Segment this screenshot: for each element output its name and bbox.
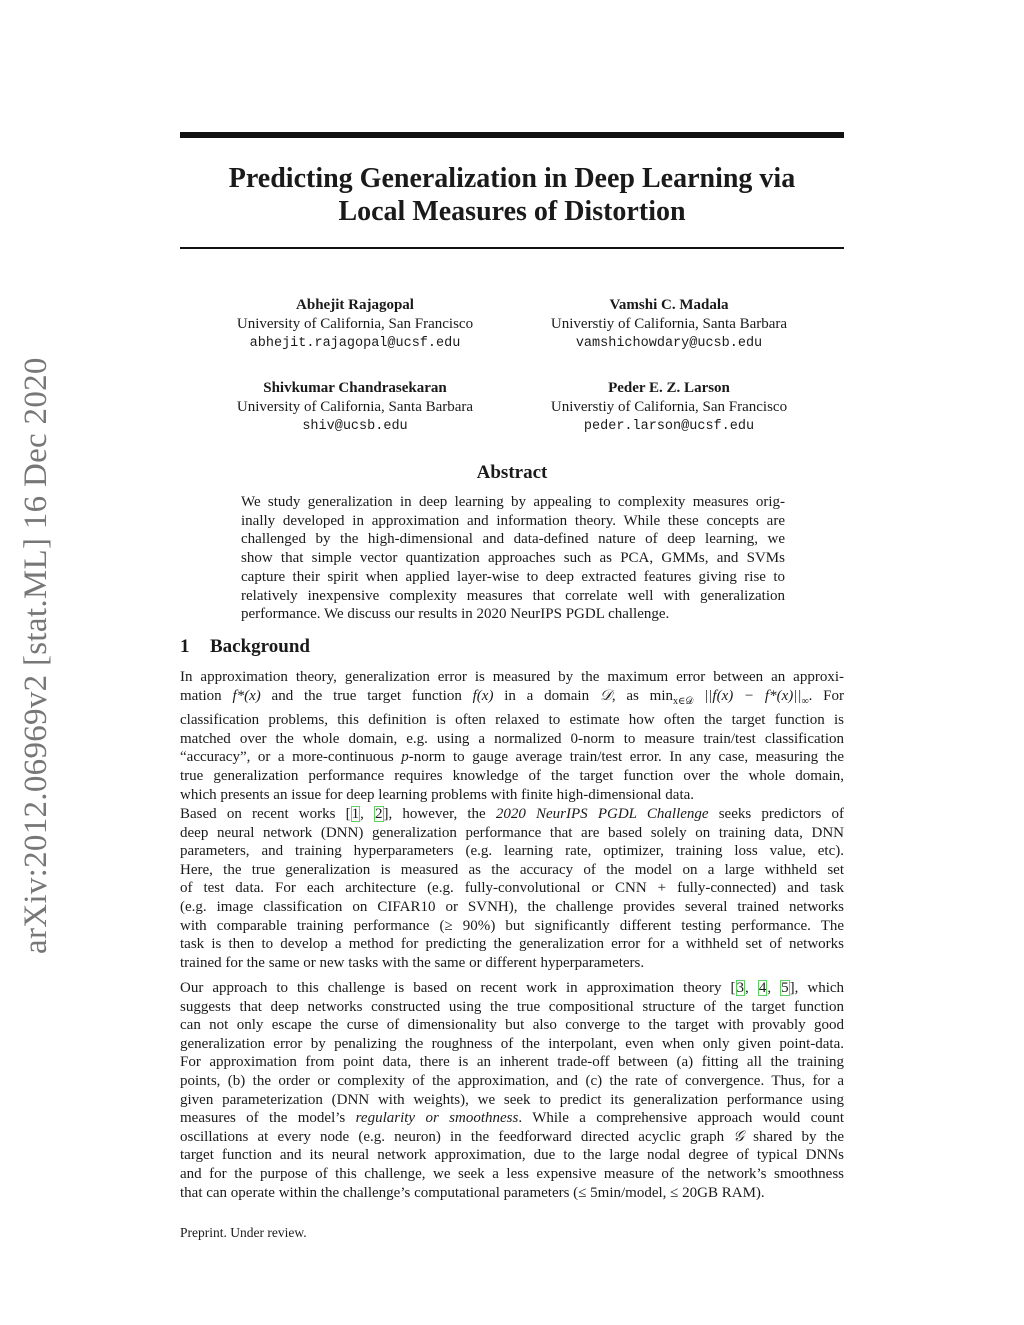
- paragraph-1: [180, 668, 844, 804]
- abstract-line: relatively inexpensive complexity measures that correlate well with generalization: [241, 587, 785, 604]
- text-line: trained for the same or new tasks with the same or different hyperparameters.: [180, 954, 645, 971]
- text-line: target function and its neural network approximation, due to the large nodal degree of typical DNNs: [180, 1147, 844, 1164]
- text-line: which presents an issue for deep learning problems with finite high-dimensional data.: [180, 786, 695, 803]
- section-title: Background: [210, 636, 310, 657]
- text-line: true generalization performance requires knowledge of the target function over the whole domain,: [180, 767, 844, 784]
- text-line: matched over the whole domain, e.g. using a normalized 0-norm to measure train/test classification: [180, 730, 844, 747]
- author-name: Abhejit Rajagopal: [296, 297, 414, 313]
- text-line: Based on recent works [1, 2], however, the 2020 NeurIPS PGDL Challenge seeks predictors of: [180, 806, 844, 822]
- abstract-line: We study generalization in deep learning by appealing to complexity measures orig-: [241, 494, 785, 510]
- title-bottom-rule: [180, 247, 844, 249]
- abstract-line: inally developed in approximation and information theory. While these concepts are: [241, 512, 785, 529]
- author-email[interactable]: abhejit.rajagopal@ucsf.edu: [249, 336, 461, 351]
- author-email[interactable]: shiv@ucsb.edu: [302, 419, 408, 434]
- abstract-line: show that simple vector quantization approaches such as PCA, GMMs, and SVMs: [241, 550, 785, 567]
- text-line: Our approach to this challenge is based on recent work in approximation theory [3, 4, 5], which: [180, 980, 845, 996]
- preprint-footer: Preprint. Under review.: [180, 1225, 307, 1240]
- citation-link-3[interactable]: 3: [736, 980, 745, 996]
- author-affiliation: University of California, San Francisco: [236, 316, 474, 332]
- paragraph-2: [180, 805, 844, 972]
- abstract-line: challenged by the high-dimensional and data-defined nature of deep learning, we: [241, 531, 785, 548]
- paragraph-3: [180, 979, 844, 1202]
- abstract-body: [241, 493, 785, 624]
- text-line: “accuracy”, or a more-continuous p-norm to gauge average train/test error. In any case, measuring the: [180, 749, 844, 766]
- text-line: For approximation from point data, there is an inherent trade-off between (a) fitting all the training: [180, 1054, 844, 1071]
- text-line: measures of the model’s regularity or smoothness. While a comprehensive approach would count: [180, 1110, 844, 1127]
- text-line: of test data. For each architecture (e.g. fully-convolutional or CNN + fully-connected) and task: [180, 880, 844, 897]
- author-affiliation: Universtiy of California, Santa Barbara: [550, 316, 788, 332]
- abstract-heading: Abstract: [476, 462, 548, 483]
- section-number: 1: [180, 636, 190, 657]
- author-name: Vamshi C. Madala: [609, 297, 729, 313]
- citation-link-1[interactable]: 1: [351, 806, 360, 822]
- text-line: (e.g. image classification on CIFAR10 or SVNH), the challenge provides several trained networks: [180, 898, 844, 915]
- text-line: mation f*(x) and the true target function f(x) in a domain 𝒟, as $\min_{x\in 𝒟} ||f(x) - f*(x)||_\infty$. For: [180, 687, 845, 707]
- author-affiliation: Universtiy of California, San Francisco: [550, 399, 788, 415]
- section-heading: [180, 636, 310, 658]
- citation-link-4[interactable]: 4: [758, 980, 767, 996]
- citation-link-2[interactable]: 2: [375, 806, 383, 822]
- text-line: parameters, and training hyperparameters (e.g. learning rate, optimizer, training loss value, etc).: [180, 843, 844, 860]
- abstract-line: capture their spirit when applied layer-wise to deep extracted features giving rise to: [241, 568, 785, 585]
- arxiv-identifier-stamp: arXiv:2012.06969v2 [stat.ML] 16 Dec 2020: [18, 357, 54, 954]
- text-line: generalization error by penalizing the roughness of the interpolant, even when only given point-data.: [180, 1035, 844, 1052]
- abstract-line: performance. We discuss our results in 2020 NeurIPS PGDL challenge.: [241, 606, 670, 623]
- author-email[interactable]: peder.larson@ucsf.edu: [583, 419, 755, 434]
- author-block-4: [509, 379, 829, 436]
- author-block-1: [195, 296, 515, 353]
- text-line: oscillations at every node (e.g. neuron) in the feedforward directed acyclic graph 𝒢 shared by the: [180, 1128, 844, 1145]
- citation-link-5[interactable]: 5: [781, 980, 789, 996]
- text-line: and for the purpose of this challenge, we seek a less expensive measure of the network’s smoothness: [180, 1165, 844, 1182]
- text-line: can not only escape the curse of dimensionality but also converge to the target with provably good: [180, 1017, 844, 1034]
- author-name: Shivkumar Chandrasekaran: [263, 380, 447, 396]
- text-line: given parameterization (DNN with weights), we seek to predict its generalization performance using: [180, 1091, 844, 1108]
- text-line: points, (b) the order or complexity of the approximation, and (c) the rate of convergence. Thus, for a: [180, 1072, 844, 1089]
- text-line: that can operate within the challenge’s computational parameters (≤ 5min/model, ≤ 20GB RAM).: [180, 1184, 765, 1201]
- author-block-3: [195, 379, 515, 436]
- text-line: In approximation theory, generalization error is measured by the maximum error between an approxi-: [180, 669, 844, 685]
- title-top-rule: [180, 132, 844, 138]
- author-block-2: [509, 296, 829, 353]
- author-affiliation: University of California, Santa Barbara: [236, 399, 474, 415]
- text-line: Here, the true generalization is measured as the accuracy of the model on a large withheld set: [180, 861, 844, 878]
- title-line-1: Predicting Generalization in Deep Learning via: [228, 163, 796, 194]
- text-line: deep neural network (DNN) generalization performance that are based solely on training data, DNN: [180, 824, 844, 841]
- paper-title: [180, 162, 844, 228]
- author-name: Peder E. Z. Larson: [608, 380, 730, 396]
- author-email[interactable]: vamshichowdary@ucsb.edu: [575, 336, 763, 351]
- title-line-2: Local Measures of Distortion: [338, 196, 686, 227]
- text-line: task is then to develop a method for predicting the generalization error for a withheld set of networks: [180, 936, 844, 953]
- text-line: classification problems, this definition is often relaxed to estimate how often the target function is: [180, 712, 844, 729]
- text-line: suggests that deep networks constructed using the true compositional structure of the target function: [180, 998, 844, 1015]
- text-line: with comparable training performance (≥ 90%) but significantly different testing performance. The: [180, 917, 845, 934]
